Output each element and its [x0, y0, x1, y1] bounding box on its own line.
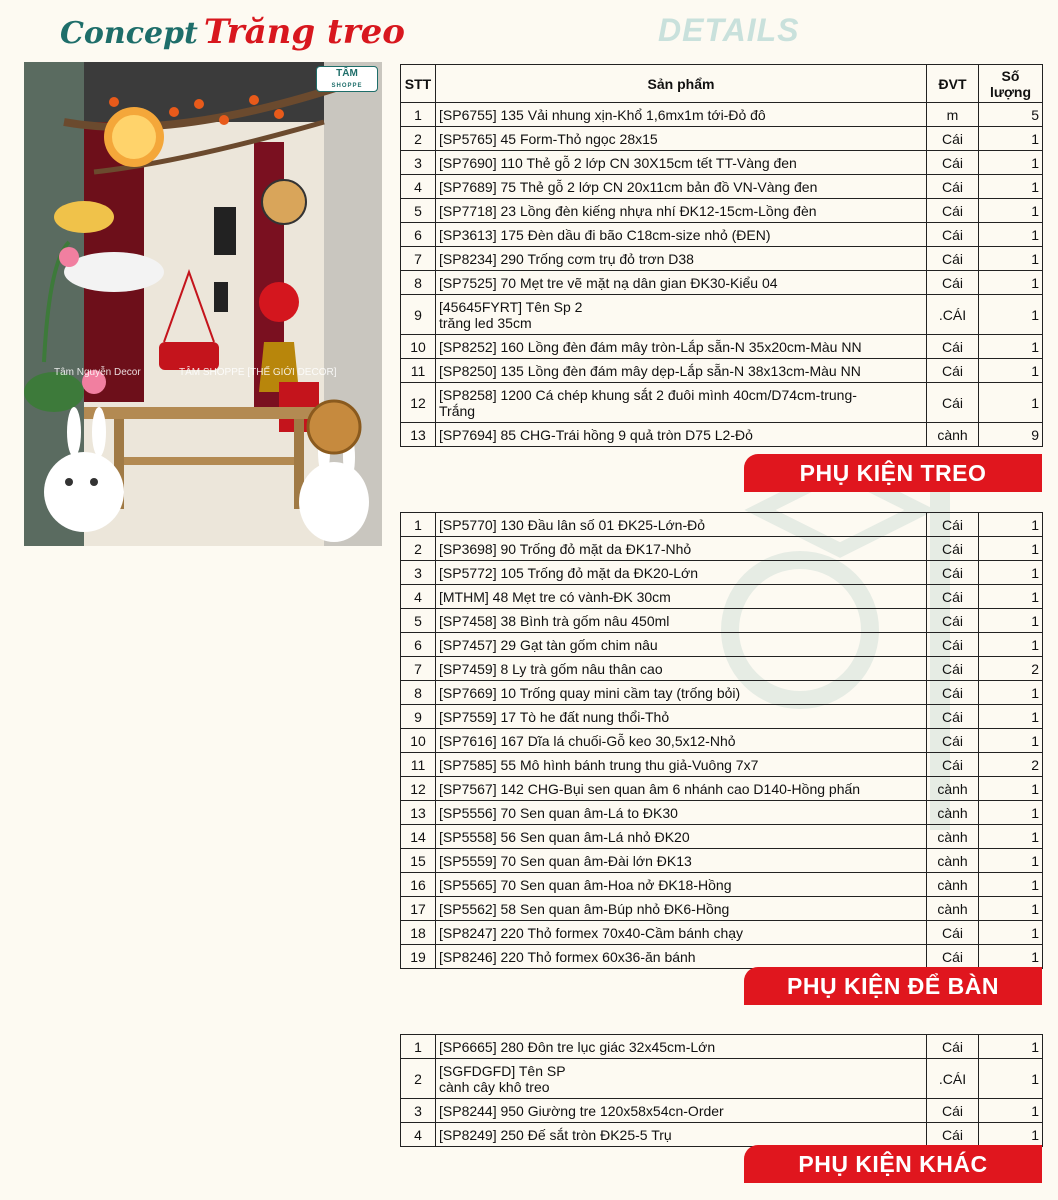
banner-table-accessories: PHỤ KIỆN ĐỂ BÀN: [744, 967, 1042, 1005]
table-row: [401, 849, 1043, 873]
row-quantity: 1: [979, 561, 1043, 585]
row-product-name: [SP7689] 75 Thẻ gỗ 2 lớp CN 20x11cm bản đồ VN-Vàng đen: [436, 175, 927, 199]
row-quantity: 1: [979, 633, 1043, 657]
row-unit: Cái: [927, 513, 979, 537]
row-stt: 4: [401, 175, 436, 199]
row-unit: Cái: [927, 681, 979, 705]
row-stt: 1: [401, 1035, 436, 1059]
row-stt: 13: [401, 423, 436, 447]
row-stt: 2: [401, 1059, 436, 1099]
table-row: [401, 151, 1043, 175]
row-unit: Cái: [927, 945, 979, 969]
hanging-accessories-table: [400, 64, 1043, 447]
table-row: [401, 777, 1043, 801]
row-product-name: [SP7459] 8 Ly trà gốm nâu thân cao: [436, 657, 927, 681]
row-product-name: [SP7585] 55 Mô hình bánh trung thu giả-Vuông 7x7: [436, 753, 927, 777]
table-row: [401, 295, 1043, 335]
row-stt: 13: [401, 801, 436, 825]
row-stt: 11: [401, 359, 436, 383]
row-unit: Cái: [927, 705, 979, 729]
col-header-stt: STT: [401, 65, 436, 103]
table-row: [401, 561, 1043, 585]
row-quantity: 1: [979, 729, 1043, 753]
row-unit: Cái: [927, 271, 979, 295]
row-quantity: 1: [979, 151, 1043, 175]
photo-watermark-right: TÂM SHOPPE [THẾ GIỚI DECOR]: [179, 367, 337, 378]
table-row: [401, 921, 1043, 945]
row-stt: 2: [401, 127, 436, 151]
details-title: DETAILS: [658, 12, 800, 48]
row-product-name: [SP3698] 90 Trống đỏ mặt da ĐK17-Nhỏ: [436, 537, 927, 561]
row-stt: 11: [401, 753, 436, 777]
row-quantity: 2: [979, 753, 1043, 777]
col-header-unit: ĐVT: [927, 65, 979, 103]
table-row: [401, 681, 1043, 705]
row-quantity: 1: [979, 223, 1043, 247]
col-header-qty: Số lượng: [979, 65, 1043, 103]
row-stt: 2: [401, 537, 436, 561]
row-unit: cành: [927, 873, 979, 897]
row-quantity: 1: [979, 705, 1043, 729]
row-unit: .CÁI: [927, 1059, 979, 1099]
row-stt: 6: [401, 633, 436, 657]
row-product-name: [SP8234] 290 Trống cơm trụ đỏ trơn D38: [436, 247, 927, 271]
row-quantity: 1: [979, 897, 1043, 921]
row-product-name: [45645FYRT] Tên Sp 2 trăng led 35cm: [436, 295, 927, 335]
table-row: [401, 359, 1043, 383]
row-stt: 3: [401, 1099, 436, 1123]
row-unit: Cái: [927, 921, 979, 945]
row-stt: 9: [401, 705, 436, 729]
row-product-name: [SP7694] 85 CHG-Trái hồng 9 quả tròn D75 L2-Đỏ: [436, 423, 927, 447]
row-unit: Cái: [927, 223, 979, 247]
row-quantity: 1: [979, 1099, 1043, 1123]
table-row: [401, 247, 1043, 271]
row-stt: 8: [401, 271, 436, 295]
row-stt: 18: [401, 921, 436, 945]
table-row: [401, 729, 1043, 753]
row-stt: 12: [401, 383, 436, 423]
row-stt: 8: [401, 681, 436, 705]
row-quantity: 1: [979, 873, 1043, 897]
row-product-name: [SP5558] 56 Sen quan âm-Lá nhỏ ĐK20: [436, 825, 927, 849]
tam-shoppe-logo: [316, 66, 378, 92]
row-unit: Cái: [927, 561, 979, 585]
concept-title: [60, 8, 405, 56]
row-product-name: [SP7616] 167 Dĩa lá chuối-Gỗ keo 30,5x12-Nhỏ: [436, 729, 927, 753]
table-row: [401, 705, 1043, 729]
row-unit: cành: [927, 777, 979, 801]
banner-hanging-accessories: PHỤ KIỆN TREO: [744, 454, 1042, 492]
row-stt: 6: [401, 223, 436, 247]
row-unit: .CÁI: [927, 295, 979, 335]
table-row: [401, 801, 1043, 825]
row-product-name: [SP7525] 70 Mẹt tre vẽ mặt nạ dân gian ĐK30-Kiểu 04: [436, 271, 927, 295]
col-header-product: Sản phẩm: [436, 65, 927, 103]
concept-word: Concept: [60, 16, 198, 51]
table-row: [401, 1035, 1043, 1059]
row-quantity: 1: [979, 945, 1043, 969]
row-unit: Cái: [927, 1099, 979, 1123]
row-product-name: [MTHM] 48 Mẹt tre có vành-ĐK 30cm: [436, 585, 927, 609]
row-product-name: [SP6755] 135 Vải nhung xịn-Khổ 1,6mx1m tới-Đỏ đô: [436, 103, 927, 127]
row-unit: Cái: [927, 359, 979, 383]
row-quantity: 1: [979, 127, 1043, 151]
row-quantity: 1: [979, 825, 1043, 849]
row-quantity: 1: [979, 801, 1043, 825]
row-unit: cành: [927, 897, 979, 921]
table-row: [401, 585, 1043, 609]
photo-watermark-left: Tâm Nguyễn Decor: [54, 367, 141, 378]
row-product-name: [SP5772] 105 Trống đỏ mặt da ĐK20-Lớn: [436, 561, 927, 585]
photo-illustration: [24, 62, 382, 546]
row-product-name: [SP5765] 45 Form-Thỏ ngọc 28x15: [436, 127, 927, 151]
row-unit: Cái: [927, 609, 979, 633]
row-product-name: [SP8249] 250 Đế sắt tròn ĐK25-5 Trụ: [436, 1123, 927, 1147]
row-stt: 10: [401, 335, 436, 359]
row-product-name: [SGFDGFD] Tên SP cành cây khô treo: [436, 1059, 927, 1099]
row-product-name: [SP5556] 70 Sen quan âm-Lá to ĐK30: [436, 801, 927, 825]
row-quantity: 1: [979, 383, 1043, 423]
table-row: [401, 383, 1043, 423]
row-quantity: 1: [979, 1059, 1043, 1099]
table-row: [401, 103, 1043, 127]
row-stt: 12: [401, 777, 436, 801]
row-quantity: 1: [979, 271, 1043, 295]
logo-text: TÂM: [336, 68, 358, 79]
row-unit: Cái: [927, 199, 979, 223]
row-quantity: 1: [979, 849, 1043, 873]
table-row: [401, 897, 1043, 921]
row-quantity: 1: [979, 921, 1043, 945]
row-stt: 17: [401, 897, 436, 921]
row-quantity: 1: [979, 1123, 1043, 1147]
row-product-name: [SP8258] 1200 Cá chép khung sắt 2 đuôi mình 40cm/D74cm-trung- Trắng: [436, 383, 927, 423]
table-row: [401, 513, 1043, 537]
row-stt: 3: [401, 561, 436, 585]
row-quantity: 1: [979, 335, 1043, 359]
row-unit: cành: [927, 849, 979, 873]
row-product-name: [SP7690] 110 Thẻ gỗ 2 lớp CN 30X15cm tết TT-Vàng đen: [436, 151, 927, 175]
row-unit: cành: [927, 423, 979, 447]
logo-subtext: SHOPPE: [331, 83, 363, 89]
table-row: [401, 1123, 1043, 1147]
row-unit: Cái: [927, 585, 979, 609]
row-product-name: [SP8250] 135 Lồng đèn đám mây dẹp-Lắp sẵn-N 38x13cm-Màu NN: [436, 359, 927, 383]
row-unit: Cái: [927, 753, 979, 777]
row-unit: Cái: [927, 1035, 979, 1059]
row-quantity: 1: [979, 199, 1043, 223]
row-product-name: [SP7669] 10 Trống quay mini cầm tay (trống bỏi): [436, 681, 927, 705]
row-stt: 5: [401, 609, 436, 633]
row-unit: Cái: [927, 657, 979, 681]
row-product-name: [SP7458] 38 Bình trà gốm nâu 450ml: [436, 609, 927, 633]
row-stt: 4: [401, 585, 436, 609]
table-row: [401, 127, 1043, 151]
row-product-name: [SP5562] 58 Sen quan âm-Búp nhỏ ĐK6-Hồng: [436, 897, 927, 921]
row-product-name: [SP7718] 23 Lồng đèn kiếng nhựa nhí ĐK12-15cm-Lồng đèn: [436, 199, 927, 223]
row-product-name: [SP5770] 130 Đầu lân số 01 ĐK25-Lớn-Đỏ: [436, 513, 927, 537]
row-stt: 10: [401, 729, 436, 753]
row-unit: Cái: [927, 151, 979, 175]
row-quantity: 9: [979, 423, 1043, 447]
row-product-name: [SP8247] 220 Thỏ formex 70x40-Cầm bánh chạy: [436, 921, 927, 945]
other-accessories-table: [400, 1034, 1043, 1147]
table-row: [401, 271, 1043, 295]
row-unit: Cái: [927, 335, 979, 359]
row-unit: Cái: [927, 383, 979, 423]
row-stt: 14: [401, 825, 436, 849]
row-product-name: [SP8244] 950 Giường tre 120x58x54cn-Order: [436, 1099, 927, 1123]
row-stt: 5: [401, 199, 436, 223]
row-quantity: 1: [979, 1035, 1043, 1059]
table-row: [401, 825, 1043, 849]
table-accessories-table: [400, 512, 1043, 969]
concept-name: Trăng treo: [203, 12, 405, 52]
row-stt: 4: [401, 1123, 436, 1147]
banner-other-accessories: PHỤ KIỆN KHÁC: [744, 1145, 1042, 1183]
row-quantity: 1: [979, 359, 1043, 383]
row-quantity: 1: [979, 609, 1043, 633]
concept-photo: [24, 62, 382, 546]
table-row: [401, 633, 1043, 657]
row-stt: 9: [401, 295, 436, 335]
row-quantity: 1: [979, 681, 1043, 705]
table-row: [401, 945, 1043, 969]
row-unit: Cái: [927, 1123, 979, 1147]
row-quantity: 2: [979, 657, 1043, 681]
row-stt: 15: [401, 849, 436, 873]
row-unit: Cái: [927, 729, 979, 753]
table-row: [401, 1059, 1043, 1099]
table-row: [401, 537, 1043, 561]
row-stt: 7: [401, 247, 436, 271]
row-quantity: 1: [979, 247, 1043, 271]
table-row: [401, 753, 1043, 777]
row-stt: 16: [401, 873, 436, 897]
row-unit: Cái: [927, 247, 979, 271]
row-unit: Cái: [927, 537, 979, 561]
table-row: [401, 1099, 1043, 1123]
row-stt: 7: [401, 657, 436, 681]
row-product-name: [SP7457] 29 Gạt tàn gốm chim nâu: [436, 633, 927, 657]
row-stt: 19: [401, 945, 436, 969]
table-header-row: [401, 65, 1043, 103]
row-product-name: [SP5565] 70 Sen quan âm-Hoa nở ĐK18-Hồng: [436, 873, 927, 897]
table-row: [401, 175, 1043, 199]
row-product-name: [SP6665] 280 Đôn tre lục giác 32x45cm-Lớn: [436, 1035, 927, 1059]
table-row: [401, 223, 1043, 247]
row-unit: cành: [927, 801, 979, 825]
row-unit: Cái: [927, 127, 979, 151]
table-row: [401, 423, 1043, 447]
table-row: [401, 335, 1043, 359]
row-stt: 1: [401, 103, 436, 127]
row-product-name: [SP8252] 160 Lồng đèn đám mây tròn-Lắp sẵn-N 35x20cm-Màu NN: [436, 335, 927, 359]
row-quantity: 5: [979, 103, 1043, 127]
row-unit: Cái: [927, 175, 979, 199]
table-row: [401, 609, 1043, 633]
row-product-name: [SP3613] 175 Đèn dầu đi bão C18cm-size nhỏ (ĐEN): [436, 223, 927, 247]
row-quantity: 1: [979, 295, 1043, 335]
row-product-name: [SP7559] 17 Tò he đất nung thổi-Thỏ: [436, 705, 927, 729]
table-row: [401, 873, 1043, 897]
row-product-name: [SP7567] 142 CHG-Bụi sen quan âm 6 nhánh cao D140-Hồng phấn: [436, 777, 927, 801]
row-quantity: 1: [979, 585, 1043, 609]
row-product-name: [SP5559] 70 Sen quan âm-Đài lớn ĐK13: [436, 849, 927, 873]
table-row: [401, 657, 1043, 681]
row-product-name: [SP8246] 220 Thỏ formex 60x36-ăn bánh: [436, 945, 927, 969]
row-quantity: 1: [979, 175, 1043, 199]
row-stt: 1: [401, 513, 436, 537]
row-stt: 3: [401, 151, 436, 175]
row-unit: cành: [927, 825, 979, 849]
row-unit: Cái: [927, 633, 979, 657]
row-quantity: 1: [979, 513, 1043, 537]
row-unit: m: [927, 103, 979, 127]
row-quantity: 1: [979, 777, 1043, 801]
row-quantity: 1: [979, 537, 1043, 561]
table-row: [401, 199, 1043, 223]
